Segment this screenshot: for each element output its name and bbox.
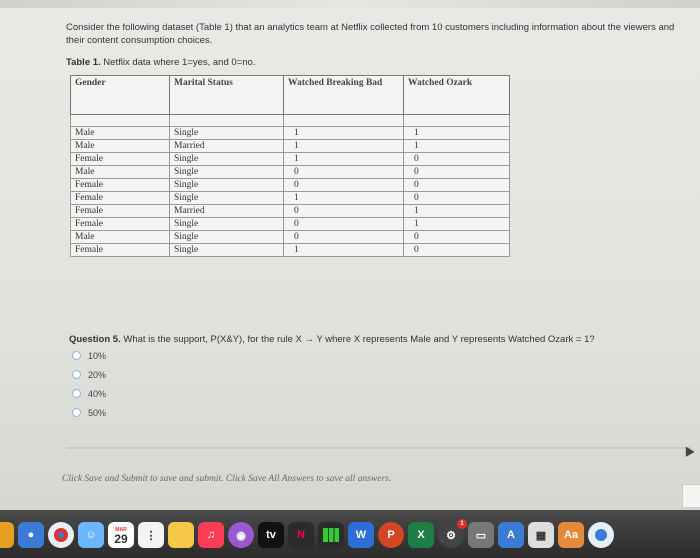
question-label: Question 5. xyxy=(69,334,121,345)
cell-ozark: 0 xyxy=(404,179,510,192)
intro-text: Consider the following dataset (Table 1) that an analytics team at Netflix collected from 10 customers including information about the viewers and their content consumption choices. xyxy=(66,22,675,46)
option-label: 20% xyxy=(88,369,107,380)
calculator-icon[interactable]: ▦ xyxy=(528,522,554,548)
cell-gender: Female xyxy=(71,218,170,231)
cell-marital-status: Single xyxy=(170,218,284,231)
radio-button[interactable] xyxy=(72,408,81,417)
cell-breaking-bad: 0 xyxy=(284,231,404,244)
cell-ozark: 1 xyxy=(404,218,510,231)
top-band xyxy=(0,0,700,8)
cell-ozark: 0 xyxy=(404,244,510,257)
cell-gender: Male xyxy=(71,166,170,179)
cell-marital-status: Single xyxy=(170,166,284,179)
calendar-icon[interactable] xyxy=(108,522,134,548)
cell-breaking-bad: 1 xyxy=(284,153,404,166)
footer-instructions: Click Save and Submit to save and submit. Click Save All Answers to save all answers. xyxy=(62,474,392,484)
cell-gender: Male xyxy=(71,140,170,153)
powerpoint-icon[interactable]: P xyxy=(378,522,404,548)
cell-marital-status: Married xyxy=(170,140,284,153)
cell-ozark: 0 xyxy=(404,192,510,205)
table-row xyxy=(71,231,510,244)
option-40[interactable] xyxy=(72,384,106,403)
radio-button[interactable] xyxy=(72,351,81,360)
podcasts-icon[interactable]: ◉ xyxy=(228,522,254,548)
header-breaking-bad: Watched Breaking Bad xyxy=(284,76,404,115)
cell-gender: Female xyxy=(71,244,170,257)
cell-marital-status: Single xyxy=(170,231,284,244)
header-ozark: Watched Ozark xyxy=(404,76,510,115)
books-icon[interactable] xyxy=(558,522,584,548)
cell-marital-status: Single xyxy=(170,192,284,205)
caption-text: Netflix data where 1=yes, and 0=no. xyxy=(100,57,256,68)
cell-gender: Female xyxy=(71,179,170,192)
option-label: 10% xyxy=(88,350,107,361)
cell-breaking-bad: 1 xyxy=(284,127,404,140)
table-row xyxy=(71,205,510,218)
cell-gender: Male xyxy=(71,127,170,140)
settings-icon[interactable]: 1 ⚙ xyxy=(438,522,464,548)
question-text xyxy=(69,334,595,345)
table-row xyxy=(71,127,510,140)
option-label: 40% xyxy=(88,388,107,399)
question-body: What is the support, P(X&Y), for the rule X → Y where X represents Male and Y represents Watched Ozark = 1? xyxy=(120,334,595,345)
radio-button[interactable] xyxy=(72,370,81,379)
cell-breaking-bad: 1 xyxy=(284,192,404,205)
cell-breaking-bad: 0 xyxy=(284,218,404,231)
cell-ozark: 1 xyxy=(404,140,510,153)
dock-icons xyxy=(0,515,700,555)
word-icon[interactable]: W xyxy=(348,522,374,548)
cell-marital-status: Single xyxy=(170,127,284,140)
table-header-row xyxy=(71,76,510,115)
header-gender: Gender xyxy=(71,76,170,115)
app-store-icon[interactable]: A xyxy=(498,522,524,548)
option-label: 50% xyxy=(88,407,107,418)
excel-icon[interactable]: X xyxy=(408,522,434,548)
music-icon[interactable]: ♫ xyxy=(198,522,224,548)
cell-breaking-bad: 0 xyxy=(284,205,404,218)
radio-button[interactable] xyxy=(72,389,81,398)
option-50[interactable] xyxy=(72,403,106,422)
cell-gender: Male xyxy=(71,231,170,244)
caption-label: Table 1. xyxy=(66,57,101,68)
save-button-edge[interactable] xyxy=(682,484,700,508)
cell-marital-status: Single xyxy=(170,153,284,166)
notification-badge: 1 xyxy=(457,519,467,529)
notes-icon[interactable] xyxy=(168,522,194,548)
cell-gender: Female xyxy=(71,205,170,218)
cell-breaking-bad: 1 xyxy=(284,140,404,153)
cell-marital-status: Single xyxy=(170,179,284,192)
table-row xyxy=(71,218,510,231)
cell-marital-status: Single xyxy=(170,244,284,257)
reminders-icon[interactable]: ⋮ xyxy=(138,522,164,548)
data-table xyxy=(70,75,510,257)
cell-ozark: 0 xyxy=(404,153,510,166)
cell-breaking-bad: 0 xyxy=(284,166,404,179)
table-spacer-row xyxy=(71,115,510,127)
section-divider xyxy=(66,447,691,449)
cell-ozark: 0 xyxy=(404,231,510,244)
cell-marital-status: Married xyxy=(170,205,284,218)
cell-ozark: 0 xyxy=(404,166,510,179)
apple-tv-icon[interactable] xyxy=(258,522,284,548)
table-row xyxy=(71,153,510,166)
table-row xyxy=(71,140,510,153)
chrome-icon[interactable] xyxy=(48,522,74,548)
numbers-icon[interactable] xyxy=(318,522,344,548)
system-icon[interactable] xyxy=(588,522,614,548)
calendar-day: 29 xyxy=(114,532,128,546)
cell-breaking-bad: 1 xyxy=(284,244,404,257)
books-label: Aa xyxy=(563,529,579,541)
option-20[interactable] xyxy=(72,365,106,384)
cell-ozark: 1 xyxy=(404,127,510,140)
news-icon[interactable]: N xyxy=(288,522,314,548)
finder-icon[interactable]: ☺ xyxy=(78,522,104,548)
option-10[interactable] xyxy=(72,346,106,365)
header-marital-status: Marital Status xyxy=(170,76,284,115)
safari-icon[interactable]: ● xyxy=(18,522,44,548)
calendar-month: MAR xyxy=(115,527,127,533)
table-row xyxy=(71,166,510,179)
table-row xyxy=(71,179,510,192)
table-caption xyxy=(66,57,255,68)
tv-label: tv xyxy=(266,529,276,541)
cell-ozark: 1 xyxy=(404,205,510,218)
cell-breaking-bad: 0 xyxy=(284,179,404,192)
cell-gender: Female xyxy=(71,153,170,166)
app-edge-icon[interactable] xyxy=(0,522,14,548)
cell-gender: Female xyxy=(71,192,170,205)
answer-options xyxy=(72,346,106,422)
preview-icon[interactable]: ▭ xyxy=(468,522,494,548)
table-row xyxy=(71,192,510,205)
table-row xyxy=(71,244,510,257)
